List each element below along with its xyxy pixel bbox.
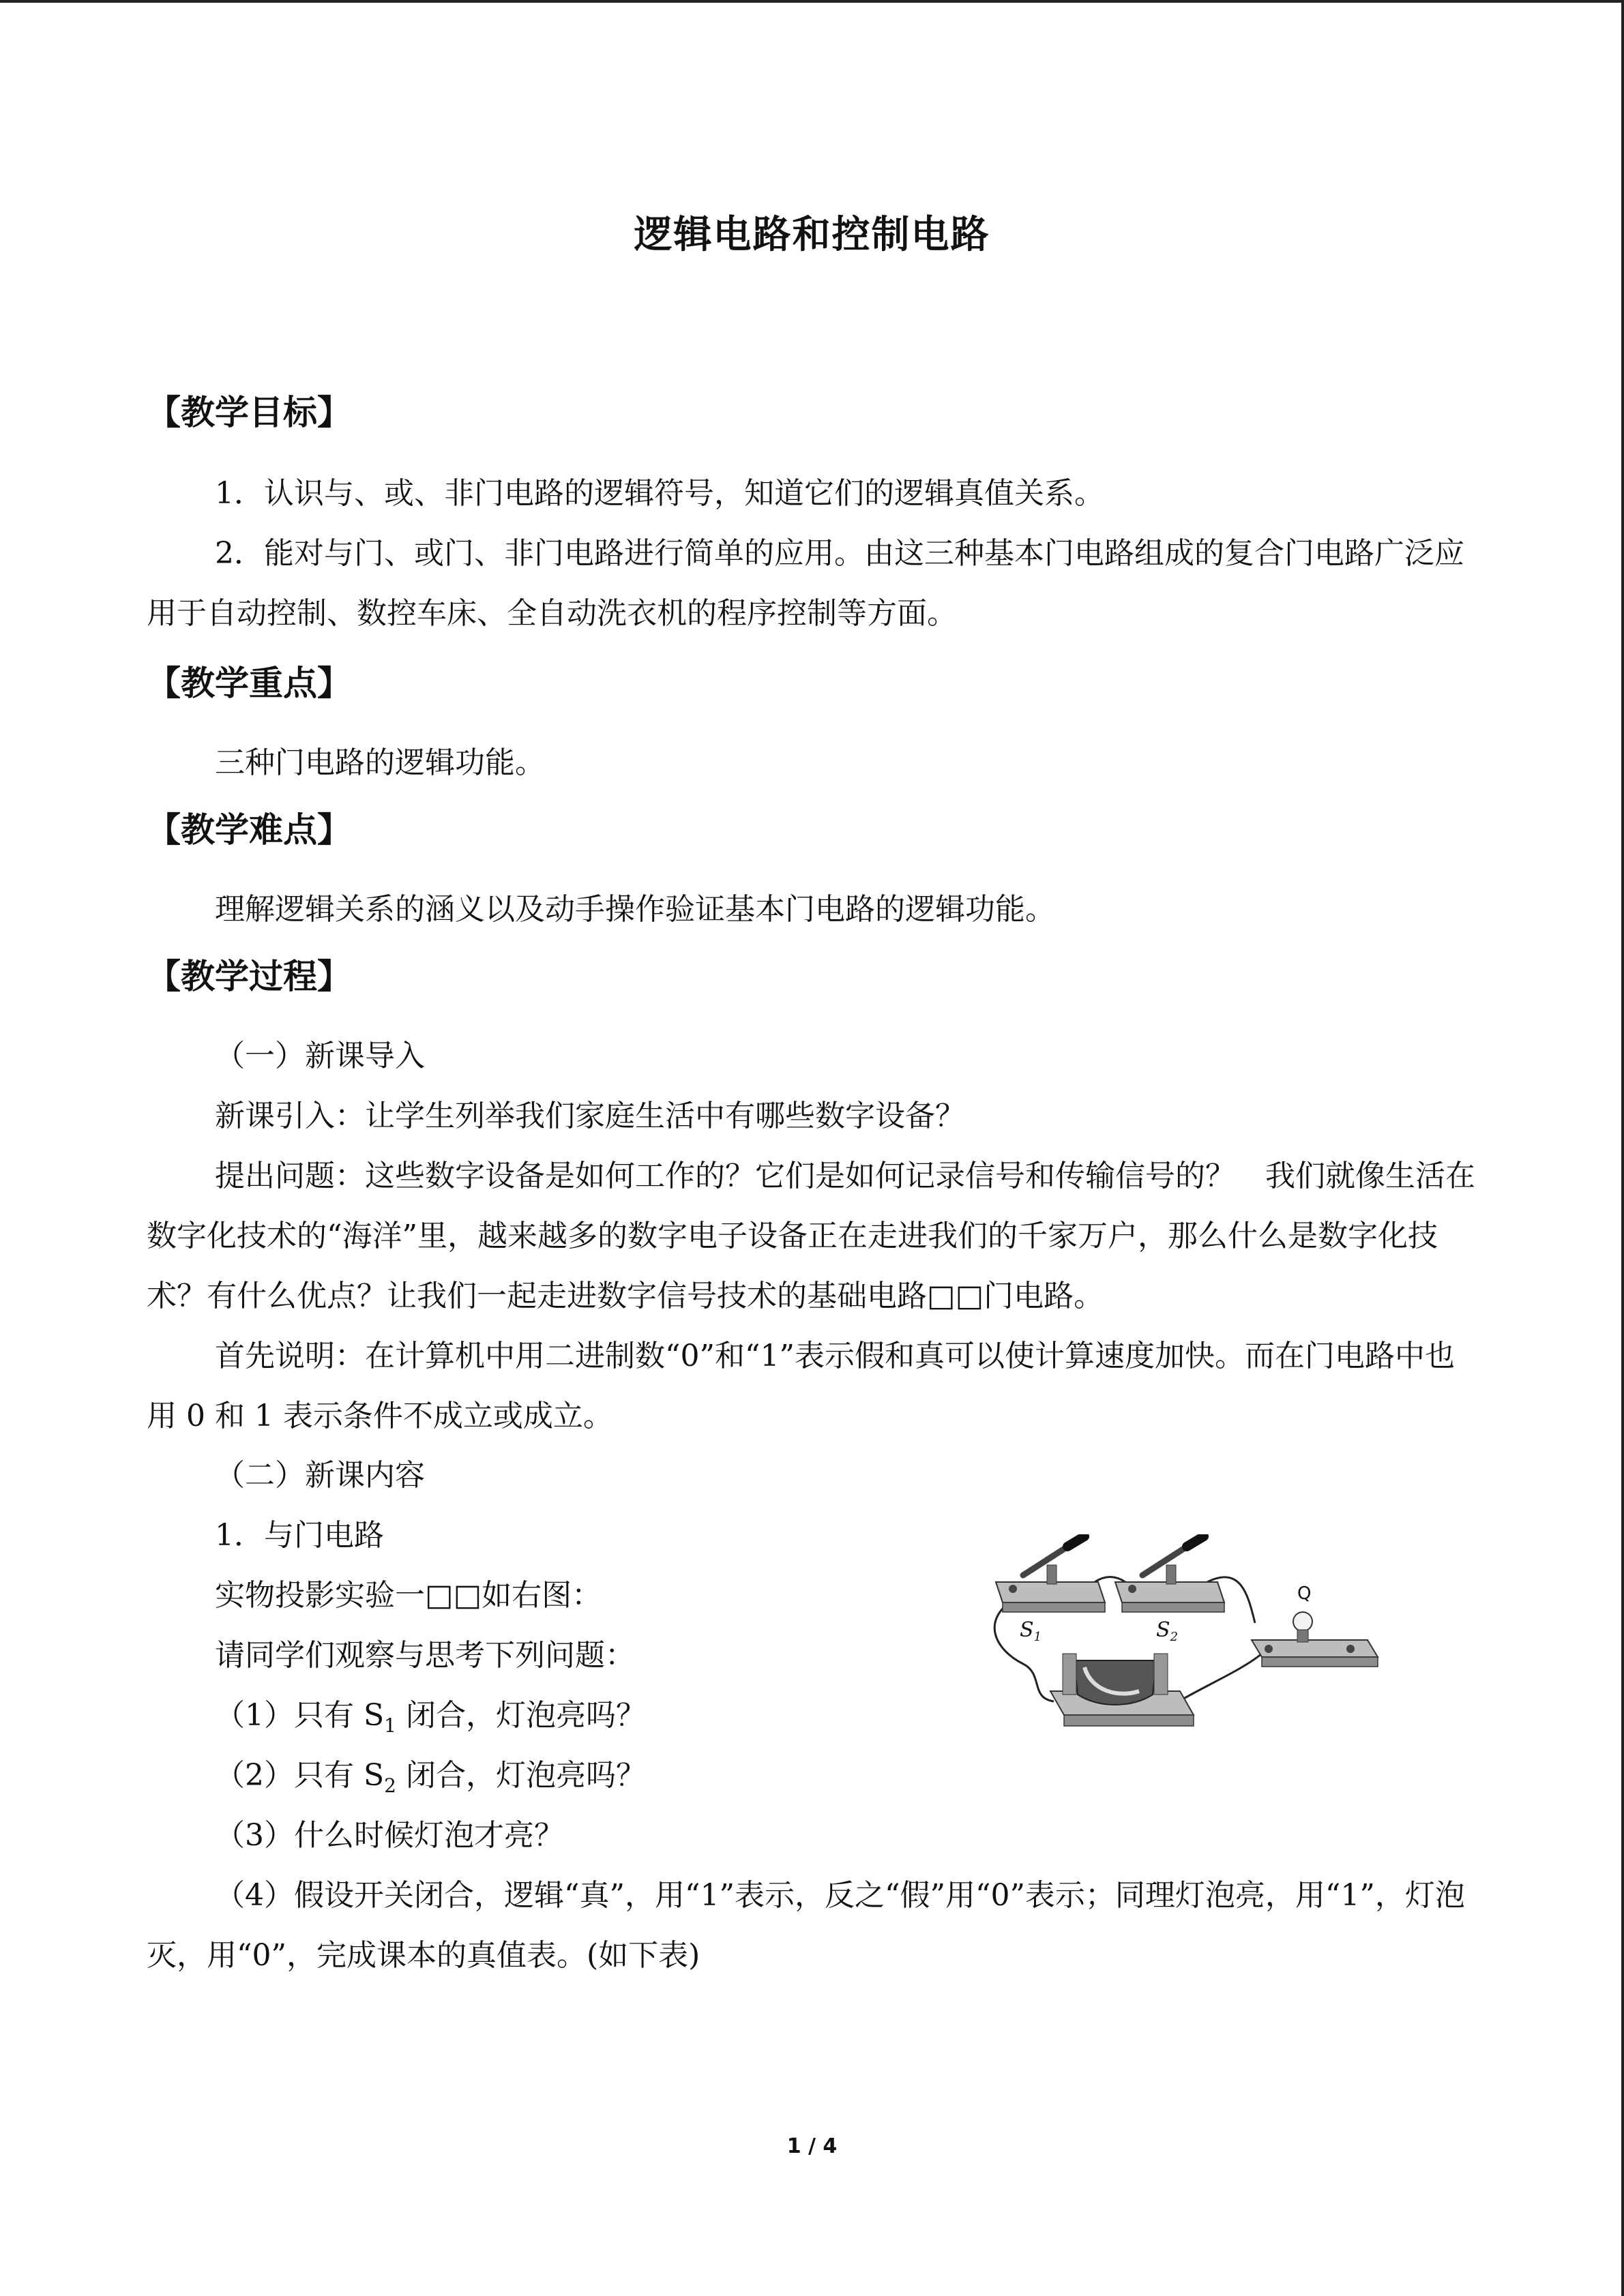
goals-item-2: 2．能对与门、或门、非门电路进行简单的应用。由这三种基本门电路组成的复合门电路广泛应用于自动控制、数控车床、全自动洗衣机的程序控制等方面。: [147, 536, 1464, 631]
intro-question-paragraph: 提出问题：这些数字设备是如何工作的？它们是如何记录信号和传输信号的？ 我们就像生活在数字化技术的“海洋”里，越来越多的数字电子设备正在走进我们的千家万户，那么什么是数字化技术？有什么优点？让我们一起走进数字信号技术的基础电路□□门电路。: [147, 1159, 1475, 1313]
question-1: （1）只有 $S_1$ 闭合，灯泡亮吗？: [215, 1698, 646, 1737]
page-border-right: [1621, 0, 1624, 2296]
experiment-text: 实物投影实验一□□如右图：: [215, 1578, 602, 1613]
question-3: （3）什么时候灯泡才亮？: [215, 1818, 564, 1853]
heading-goals: 【教学目标】: [147, 393, 351, 432]
intro-label: （一）新课导入: [215, 1039, 425, 1073]
intro-explain-paragraph: 首先说明：在计算机中用二进制数“0”和“1”表示假和真可以使计算速度加快。而在门电路中也用 0 和 1 表示条件不成立或成立。: [147, 1339, 1455, 1433]
label-s2: $S_2$: [1156, 1618, 1179, 1644]
goals-item-1: 1．认识与、或、非门电路的逻辑符号，知道它们的逻辑真值关系。: [215, 476, 1104, 511]
question-2: （2）只有 $S_2$ 闭合，灯泡亮吗？: [215, 1758, 646, 1797]
difficulties-text: 理解逻辑关系的涵义以及动手操作验证基本门电路的逻辑功能。: [215, 892, 1055, 927]
battery: [1050, 1654, 1194, 1726]
intro-question-list: 新课引入：让学生列举我们家庭生活中有哪些数字设备？: [215, 1099, 965, 1133]
and-gate-heading: 1．与门电路: [215, 1518, 384, 1553]
switch-s2: [1115, 1536, 1224, 1612]
lamp-q: [1252, 1612, 1378, 1667]
new-content-label: （二）新课内容: [215, 1458, 425, 1493]
wire-left: [994, 1602, 1054, 1701]
heading-difficulties: 【教学难点】: [147, 810, 351, 850]
page-border-top: [0, 0, 1624, 3]
and-gate-circuit-figure: [982, 1534, 1391, 1732]
label-s1: $S_1$: [1020, 1618, 1042, 1644]
observe-text: 请同学们观察与思考下列问题：: [215, 1638, 635, 1673]
key-points-text: 三种门电路的逻辑功能。: [215, 745, 545, 780]
heading-process: 【教学过程】: [147, 957, 351, 996]
label-q: Q: [1297, 1583, 1312, 1604]
heading-key-points: 【教学重点】: [147, 664, 351, 703]
wire-lamp-battery: [1173, 1654, 1262, 1705]
question-4: （4）假设开关闭合，逻辑“真”，用“1”表示，反之“假”用“0”表示；同理灯泡亮，用“1”，灯泡灭，用“0”，完成课本的真值表。(如下表): [147, 1878, 1465, 1973]
page-title: 逻辑电路和控制电路: [634, 213, 990, 257]
wire-s1-s2: [1095, 1577, 1125, 1583]
switch-s1: [996, 1536, 1105, 1612]
page-number: 1 / 4: [786, 2134, 838, 2158]
